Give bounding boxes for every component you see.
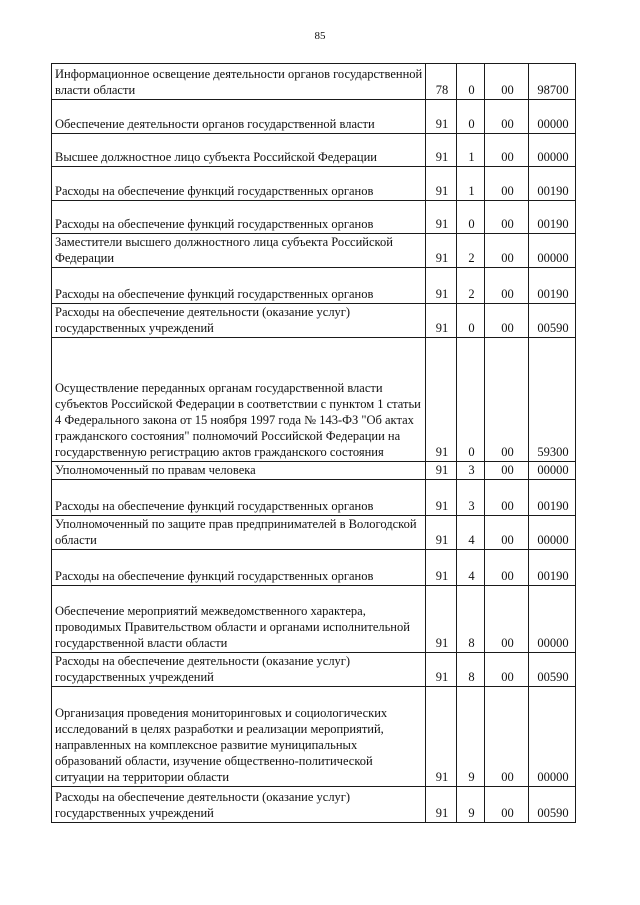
code-cell-2: 9	[457, 787, 485, 823]
code-cell-1: 91	[426, 338, 457, 462]
code-cell-1: 78	[426, 64, 457, 100]
code-cell-2: 8	[457, 653, 485, 687]
code-cell-4: 00000	[529, 100, 576, 134]
page-number: 85	[314, 30, 326, 42]
code-cell-3: 00	[485, 64, 529, 100]
code-cell-3: 00	[485, 462, 529, 480]
code-cell-1: 91	[426, 787, 457, 823]
table-row	[52, 64, 576, 100]
code-cell-2: 9	[457, 687, 485, 787]
row-description: Расходы на обеспечение функций государственных органов	[52, 480, 426, 516]
row-description: Уполномоченный по правам человека	[52, 462, 426, 480]
code-cell-2: 8	[457, 586, 485, 653]
row-description: Расходы на обеспечение функций государственных органов	[52, 268, 426, 304]
code-cell-2: 2	[457, 234, 485, 268]
table-row	[52, 653, 576, 687]
code-cell-4: 59300	[529, 338, 576, 462]
code-cell-3: 00	[485, 687, 529, 787]
table-row	[52, 134, 576, 167]
code-cell-3: 00	[485, 234, 529, 268]
code-cell-4: 00190	[529, 201, 576, 234]
table-row	[52, 304, 576, 338]
table-row	[52, 338, 576, 462]
table-row	[52, 167, 576, 201]
code-cell-1: 91	[426, 234, 457, 268]
code-cell-4: 00190	[529, 167, 576, 201]
table-row	[52, 687, 576, 787]
code-cell-3: 00	[485, 653, 529, 687]
table-row	[52, 516, 576, 550]
code-cell-3: 00	[485, 516, 529, 550]
table-row	[52, 201, 576, 234]
code-cell-4: 00000	[529, 134, 576, 167]
row-description: Расходы на обеспечение деятельности (оказание услуг) государственных учреждений	[52, 304, 426, 338]
code-cell-2: 0	[457, 338, 485, 462]
code-cell-2: 0	[457, 100, 485, 134]
code-cell-3: 00	[485, 787, 529, 823]
table-row	[52, 462, 576, 480]
code-cell-3: 00	[485, 134, 529, 167]
table-row	[52, 100, 576, 134]
row-description: Уполномоченный по защите прав предпринимателей в Вологодской области	[52, 516, 426, 550]
code-cell-4: 00590	[529, 787, 576, 823]
code-cell-4: 00000	[529, 462, 576, 480]
code-cell-3: 00	[485, 480, 529, 516]
code-cell-3: 00	[485, 586, 529, 653]
table-row	[52, 586, 576, 653]
code-cell-3: 00	[485, 338, 529, 462]
code-cell-3: 00	[485, 304, 529, 338]
code-cell-4: 00000	[529, 687, 576, 787]
code-cell-1: 91	[426, 201, 457, 234]
code-cell-2: 1	[457, 134, 485, 167]
code-cell-1: 91	[426, 516, 457, 550]
code-cell-2: 4	[457, 516, 485, 550]
code-cell-2: 0	[457, 304, 485, 338]
code-cell-3: 00	[485, 100, 529, 134]
code-cell-4: 00590	[529, 304, 576, 338]
code-cell-1: 91	[426, 304, 457, 338]
code-cell-2: 0	[457, 201, 485, 234]
code-cell-1: 91	[426, 480, 457, 516]
code-cell-4: 00190	[529, 268, 576, 304]
row-description: Организация проведения мониторинговых и социологических исследований в целях разработки и реализации мероприятий, направленных на комплексное развитие муниципальных образований области, изучение общественно-политической ситуации на территории области	[52, 687, 426, 787]
code-cell-2: 3	[457, 462, 485, 480]
code-cell-1: 91	[426, 462, 457, 480]
code-cell-3: 00	[485, 167, 529, 201]
code-cell-4: 00190	[529, 550, 576, 586]
code-cell-1: 91	[426, 653, 457, 687]
code-cell-1: 91	[426, 100, 457, 134]
code-cell-1: 91	[426, 586, 457, 653]
row-description: Обеспечение деятельности органов государственной власти	[52, 100, 426, 134]
row-description: Расходы на обеспечение функций государственных органов	[52, 550, 426, 586]
code-cell-3: 00	[485, 201, 529, 234]
table-row	[52, 787, 576, 823]
code-cell-2: 4	[457, 550, 485, 586]
row-description: Высшее должностное лицо субъекта Российской Федерации	[52, 134, 426, 167]
code-cell-4: 00000	[529, 516, 576, 550]
row-description: Расходы на обеспечение функций государственных органов	[52, 167, 426, 201]
row-description: Обеспечение мероприятий межведомственного характера, проводимых Правительством области и органами исполнительной государственной власти области	[52, 586, 426, 653]
code-cell-4: 00590	[529, 653, 576, 687]
table-row	[52, 268, 576, 304]
code-cell-4: 00190	[529, 480, 576, 516]
code-cell-1: 91	[426, 268, 457, 304]
code-cell-4: 00000	[529, 586, 576, 653]
row-description: Осуществление переданных органам государственной власти субъектов Российской Федерации в соответствии с пунктом 1 статьи 4 Федерального закона от 15 ноября 1997 года № 143-ФЗ "Об актах гражданского состояния" полномочий Российской Федерации на государственную регистрацию актов гражданского состояния	[52, 338, 426, 462]
code-cell-4: 98700	[529, 64, 576, 100]
table-body	[52, 64, 576, 823]
row-description: Расходы на обеспечение деятельности (оказание услуг) государственных учреждений	[52, 653, 426, 687]
row-description: Информационное освещение деятельности органов государственной власти области	[52, 64, 426, 100]
budget-classification-table	[51, 63, 576, 823]
code-cell-2: 2	[457, 268, 485, 304]
code-cell-1: 91	[426, 134, 457, 167]
table-row	[52, 550, 576, 586]
code-cell-1: 91	[426, 687, 457, 787]
code-cell-2: 1	[457, 167, 485, 201]
row-description: Расходы на обеспечение функций государственных органов	[52, 201, 426, 234]
code-cell-2: 3	[457, 480, 485, 516]
code-cell-1: 91	[426, 550, 457, 586]
code-cell-1: 91	[426, 167, 457, 201]
table-row	[52, 234, 576, 268]
code-cell-4: 00000	[529, 234, 576, 268]
code-cell-2: 0	[457, 64, 485, 100]
row-description: Расходы на обеспечение деятельности (оказание услуг) государственных учреждений	[52, 787, 426, 823]
row-description: Заместители высшего должностного лица субъекта Российской Федерации	[52, 234, 426, 268]
code-cell-3: 00	[485, 268, 529, 304]
code-cell-3: 00	[485, 550, 529, 586]
table-row	[52, 480, 576, 516]
